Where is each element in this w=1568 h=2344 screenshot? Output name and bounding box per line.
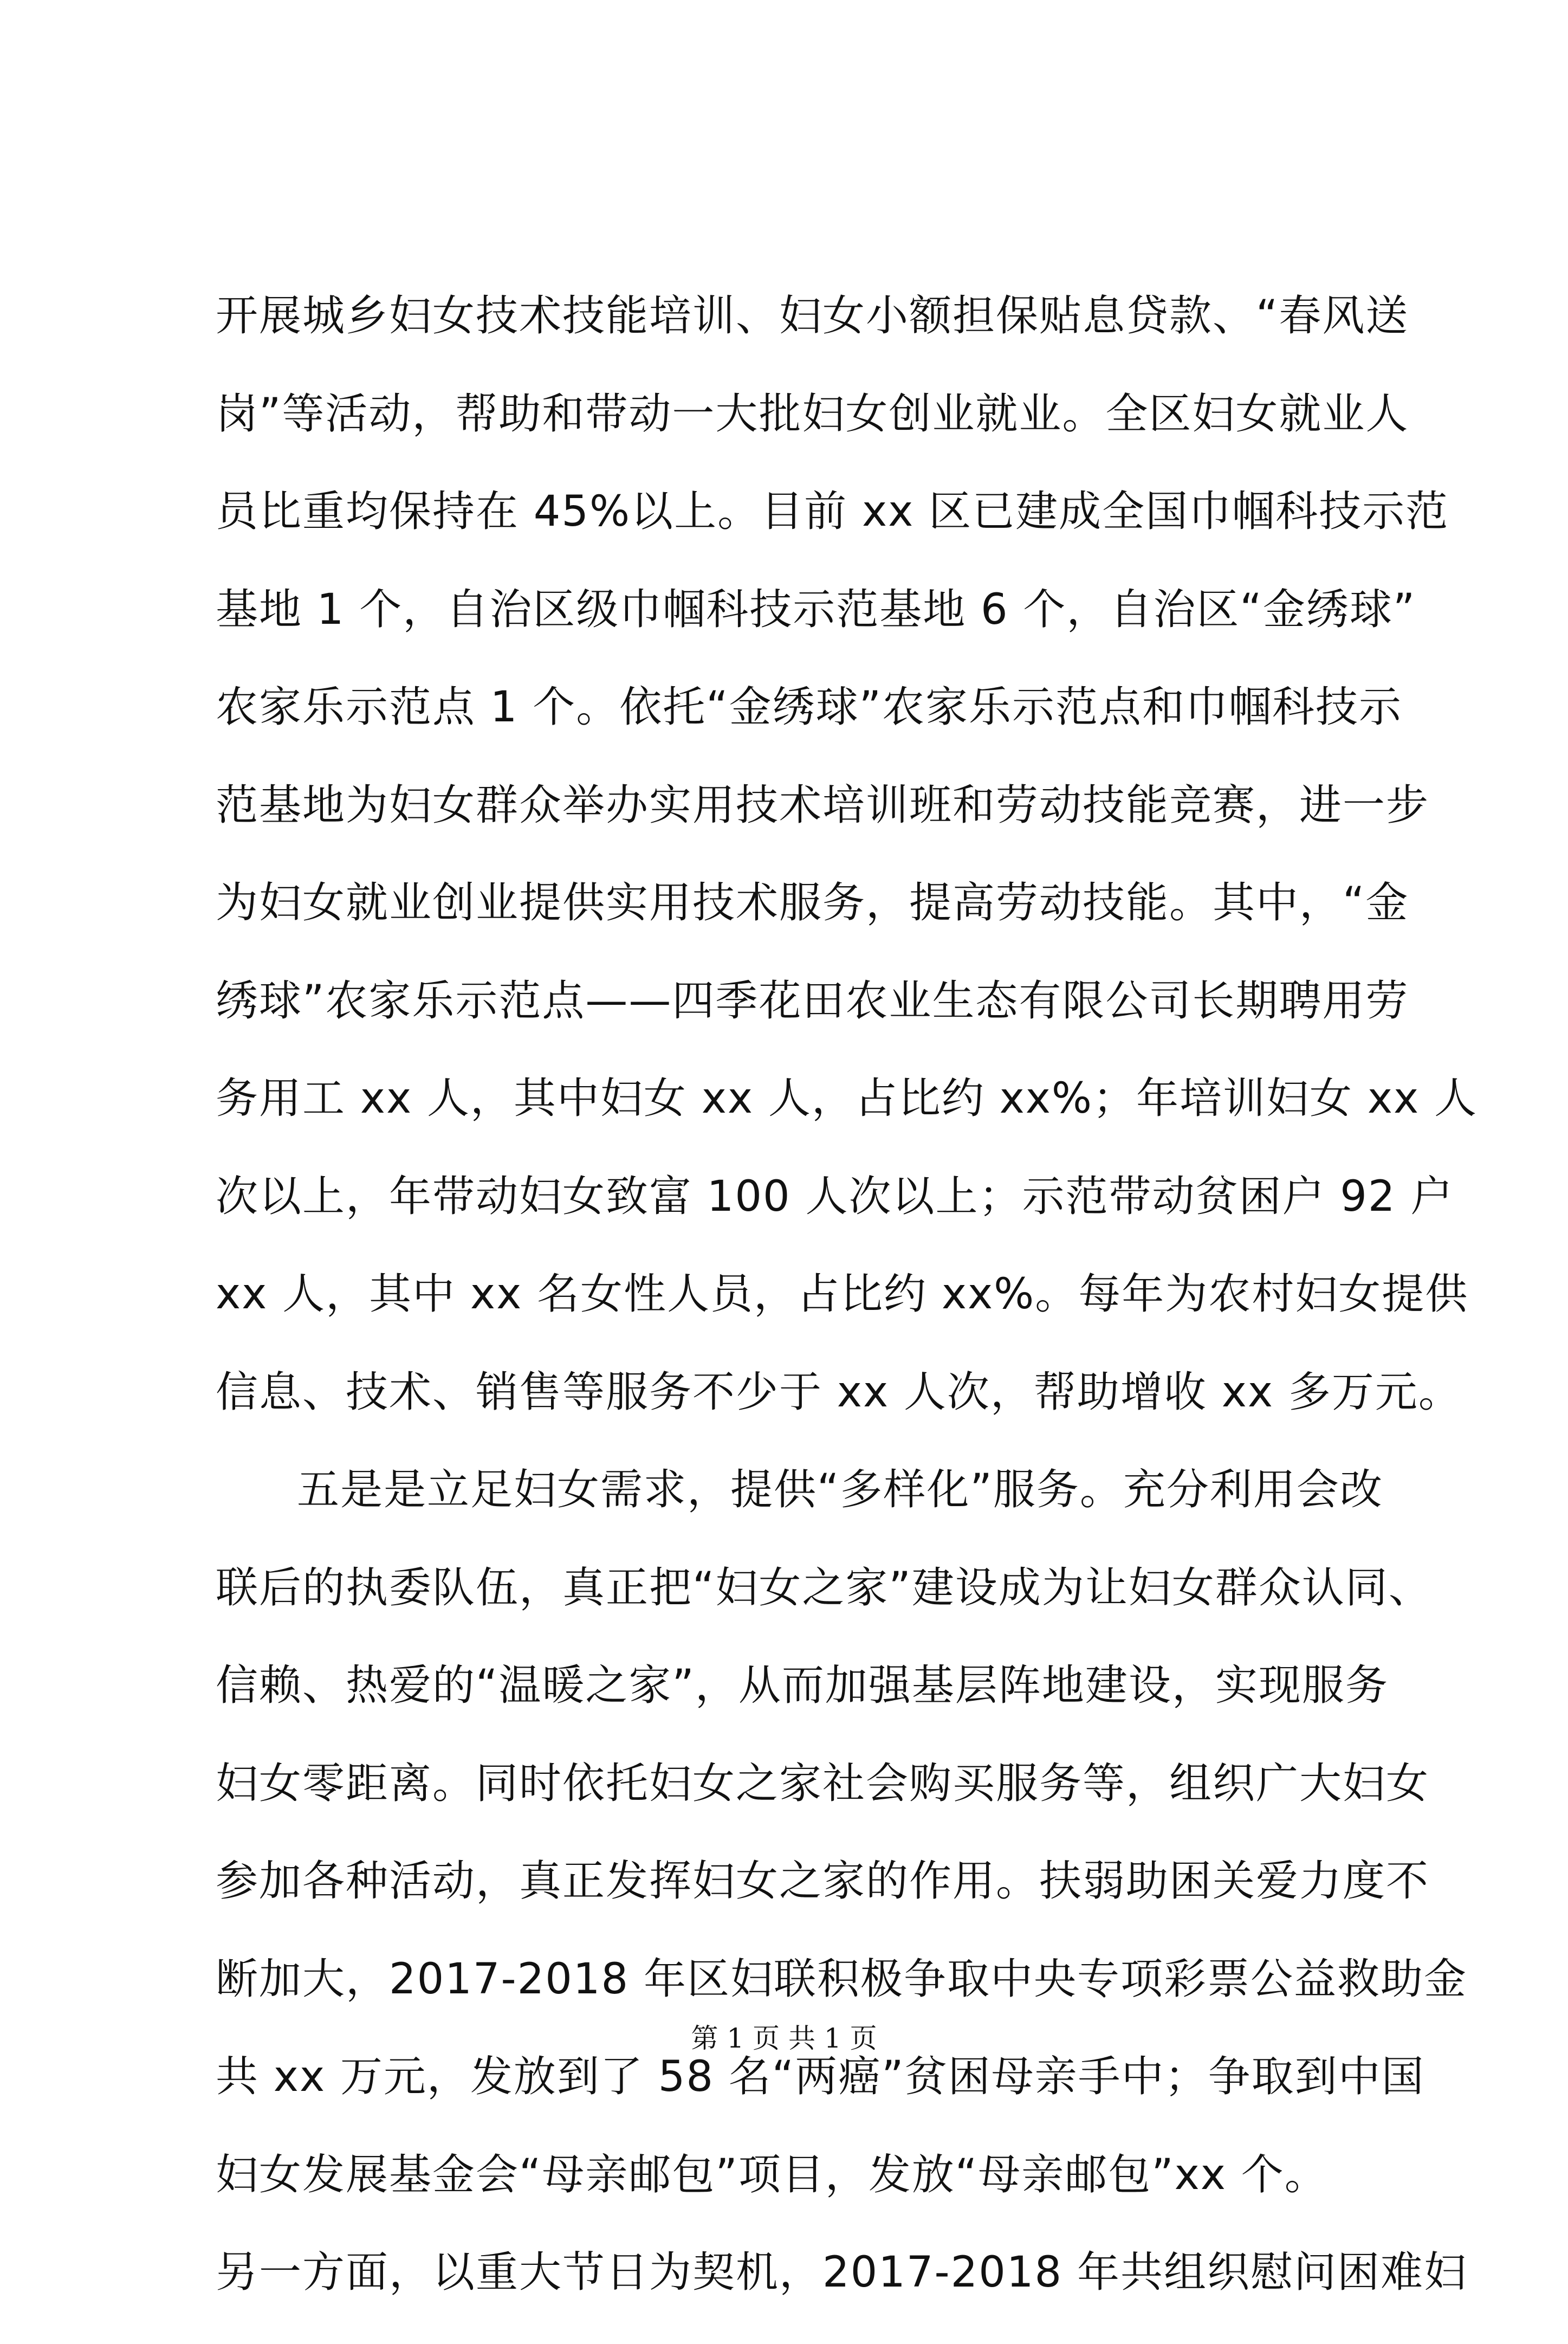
text-line: 岗”等活动，帮助和带动一大批妇女创业就业。全区妇女就业人 bbox=[216, 389, 1409, 438]
text-line: 务用工 xx 人，其中妇女 xx 人，占比约 xx%；年培训妇女 xx 人 bbox=[216, 1074, 1478, 1123]
text-line: 参加各种活动，真正发挥妇女之家的作用。扶弱助困关爱力度不 bbox=[216, 1857, 1430, 1906]
text-line: 另一方面，以重大节日为契机，2017-2018 年共组织慰问困难妇 bbox=[216, 2248, 1467, 2297]
text-line: 员比重均保持在 45%以上。目前 xx 区已建成全国巾帼科技示范 bbox=[216, 487, 1449, 536]
page-footer: 第 1 页 共 1 页 bbox=[691, 2023, 877, 2054]
text-line: 绣球”农家乐示范点——四季花田农业生态有限公司长期聘用劳 bbox=[216, 976, 1409, 1025]
text-line: 信赖、热爱的“温暖之家”，从而加强基层阵地建设，实现服务 bbox=[216, 1661, 1389, 1710]
paragraph-start-line: 五是是立足妇女需求，提供“多样化”服务。充分利用会改 bbox=[297, 1465, 1383, 1514]
text-line: 开展城乡妇女技术技能培训、妇女小额担保贴息贷款、“春风送 bbox=[216, 292, 1409, 340]
text-line: 基地 1 个，自治区级巾帼科技示范基地 6 个，自治区“金绣球” bbox=[216, 585, 1416, 634]
text-line: 妇女发展基金会“母亲邮包”项目，发放“母亲邮包”xx 个。 bbox=[216, 2150, 1328, 2199]
text-line: 联后的执委队伍，真正把“妇女之家”建设成为让妇女群众认同、 bbox=[216, 1563, 1432, 1612]
text-line: 共 xx 万元，发放到了 58 名“两癌”贫困母亲手中；争取到中国 bbox=[216, 2052, 1425, 2101]
text-line: 次以上，年带动妇女致富 100 人次以上；示范带动贫困户 92 户 bbox=[216, 1172, 1454, 1221]
text-line: 农家乐示范点 1 个。依托“金绣球”农家乐示范点和巾帼科技示 bbox=[216, 683, 1403, 732]
text-line: 信息、技术、销售等服务不少于 xx 人次，帮助增收 xx 多万元。 bbox=[216, 1367, 1462, 1417]
text-line: 断加大，2017-2018 年区妇联积极争取中央专项彩票公益救助金 bbox=[216, 1954, 1467, 2004]
text-line: 范基地为妇女群众举办实用技术培训班和劳动技能竞赛，进一步 bbox=[216, 780, 1430, 830]
text-line: 为妇女就业创业提供实用技术服务，提高劳动技能。其中，“金 bbox=[216, 879, 1409, 927]
text-line: 妇女零距离。同时依托妇女之家社会购买服务等，组织广大妇女 bbox=[216, 1759, 1430, 1808]
text-line: xx 人，其中 xx 名女性人员，占比约 xx%。每年为农村妇女提供 bbox=[216, 1270, 1469, 1319]
